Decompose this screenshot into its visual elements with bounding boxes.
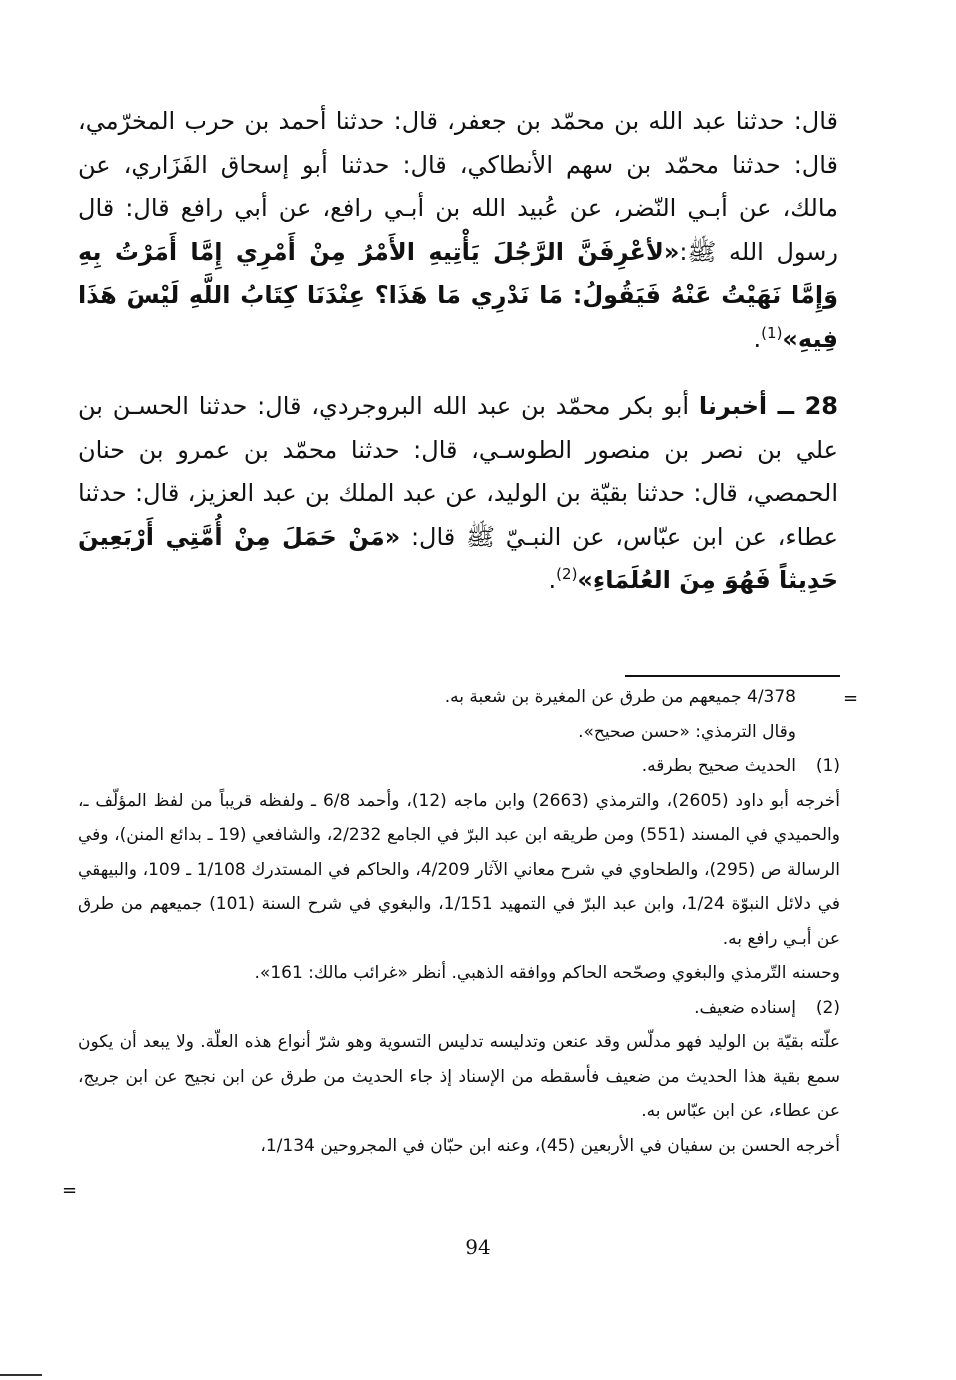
footnote-1-body: أخرجه أبو داود (2605)، والترمذي (2663) وابن ماجه (12)، وأحمد 6/8 ـ ولفظه قريباً من لفظ المؤلّف ـ، والحميدي في المسند (551) ومن طريقه ابن عبد البرّ في الجامع 2/232، والشافعي (19 ـ بدائع المنن)، وفي الرسالة ص (295)، والطحاوي في شرح معاني الآثار 4/209، والحاكم في المستدرك 1/108 ـ 109، والبيهقي في دلائل النبوّة 1/24، وابن عبد البرّ في التمهيد 1/151، والبغوي في شرح السنة (101) جميعهم من طرق عن أبـي رافع به. [78,790,841,949]
footnote-1-number: (1) [815,756,840,776]
footnote-continued [78,680,840,715]
footnote-continued-line [78,715,840,750]
hadith-matn: «مَنْ حَمَلَ مِنْ أُمَّتِي أَرْبَعِينَ حَدِيثاً فَهُوَ مِنَ العُلَمَاءِ» [78,522,838,594]
footnote-2-title: إسناده ضعيف. [694,997,796,1018]
footnotes [78,680,840,1163]
footnote-1-title: الحديث صحيح بطرقه. [641,756,796,776]
footnote-ref-2[interactable]: (2) [556,565,578,583]
hadith-27-continuation [78,100,838,361]
page-number: 94 [465,1235,491,1259]
hadith-matn: «لأعْرِفَنَّ الرَّجُلَ يَأْتِيهِ الأَمْرُ مِنْ أَمْرِي إِمَّا أَمَرْتُ بِهِ وَإِمَّا نَهَيْتُ عَنْهُ فَيَقُولُ: مَا نَدْرِي مَا هَذَا؟ عِنْدَنَا كِتَابُ اللَّهِ لَيْسَ هَذَا فِيهِ» [78,237,838,353]
footnote-ref-1[interactable]: (1) [761,323,783,342]
footnote-1 [78,749,840,784]
footnote-2-body: علّته بقيّة بن الوليد فهو مدلّس وقد عنعن وتدليسه تدليس التسوية وهو شرّ أنواع هذه العلّة. ولا يبعد أن يكون سمع بقية هذا الحديث من ضعيف فأسقطه من الإسناد إذ جاء الحديث من طرق عن ابن نجيح عن ابن جريج، عن عطاء، عن ابن عبّاس به. [78,1032,840,1121]
continuation-mark-bottom: = [62,1180,78,1201]
footnote-separator [625,675,840,677]
continuation-mark-top: = [843,688,859,709]
period: . [753,324,762,353]
main-text [78,100,838,603]
period: . [548,566,557,594]
footnote-1-body-2: وحسنه التّرمذي والبغوي وصحّحه الحاكم ووافقه الذهبي. أنظر «غرائب مالك: 161». [254,963,840,983]
continued-line-2: وقال الترمذي: «حسن صحيح». [578,721,796,742]
footnote-2-number: (2) [815,997,840,1018]
hadith-number: 28 ــ أخبرنا [698,392,838,420]
scan-edge-line [0,1374,42,1376]
continued-line-1: 4/378 جميعهم من طرق عن المغيرة بن شعبة به. [444,687,796,707]
isnad-text: أبو بكر محمّد بن عبد الله البروجردي، قال: حدثنا الحسـن بن علي بن نصر بن منصور الطوسـي، قال: حدثنا محمّد بن عمرو بن حنان الحمصي، قال: حدثنا بقيّة بن الوليد، عن عبد الملك بن عبد العزيز، قال: حدثنا عطاء، عن ابن عبّاس، عن النبـيّ ﷺ قال: [78,392,838,551]
hadith-28 [78,385,838,603]
footnote-2 [78,991,840,1026]
isnad-text: قال: حدثنا عبد الله بن محمّد بن جعفر، قال: حدثنا أحمد بن حرب المخرّمي، قال: حدثنا محمّد بن سهم الأنطاكي، قال: حدثنا أبو إسحاق الفَزَاري، عن مالك، عن أبـي النّضر، عن عُبيد الله بن أبـي رافع، عن أبي رافع قال: قال رسول الله ﷺ: [78,107,839,266]
footnote-2-body-2: أخرجه الحسن بن سفيان في الأربعين (45)، وعنه ابن حبّان في المجروحين 1/134، [260,1135,840,1156]
